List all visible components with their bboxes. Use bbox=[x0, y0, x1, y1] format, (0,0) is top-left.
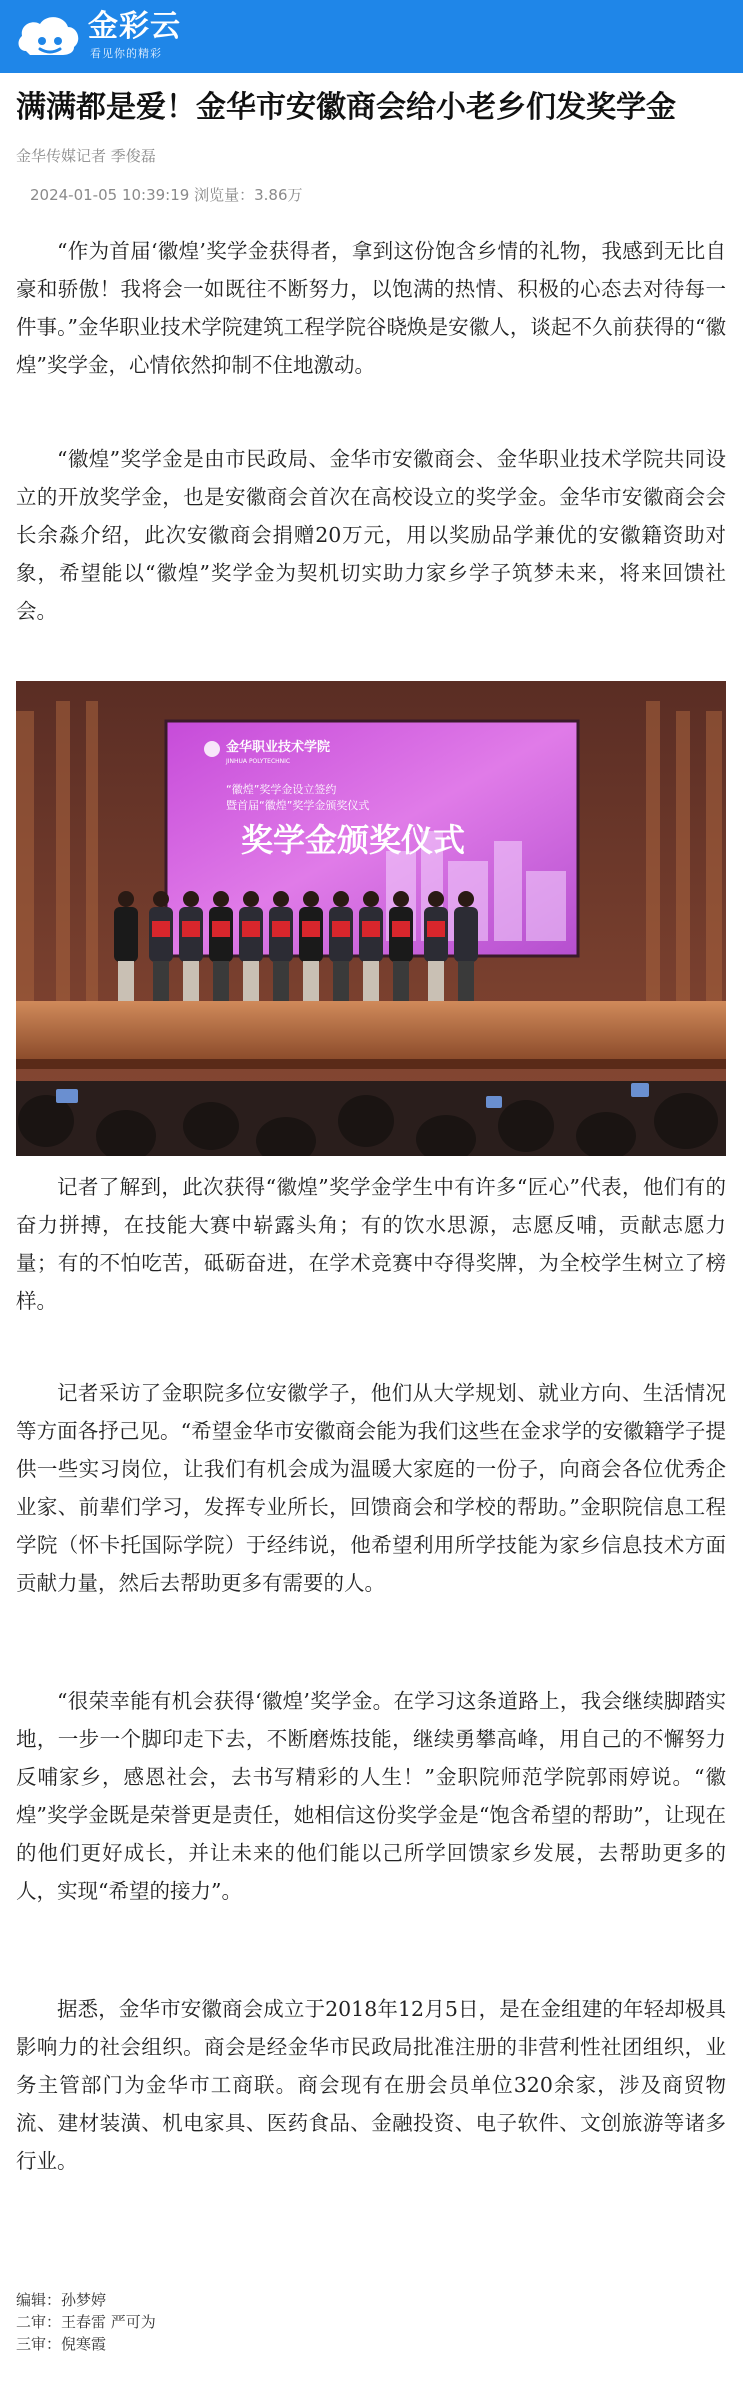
brand-slogan: 看见你的精彩 bbox=[90, 47, 162, 60]
app-header bbox=[0, 0, 743, 73]
screen-line-1: “徽煌”奖学金设立签约 bbox=[226, 783, 337, 796]
logo-icon bbox=[16, 11, 80, 63]
screen-logo-text: 金华职业技术学院 bbox=[226, 740, 331, 755]
brand-name: 金彩云 bbox=[88, 9, 181, 44]
editor-credit: 编辑：孙梦婷 bbox=[16, 2291, 107, 2309]
article-paragraph: “作为首届‘徽煌’奖学金获得者，拿到这份饱含乡情的礼物，我感到无比自豪和骄傲！我将会一如既往不断努力，以饱满的热情、积极的心态去对待每一件事。”金华职业技术学院建筑工程学院谷晓焕是安徽人，谈起不久前获得的“徽煌”奖学金，心情依然抑制不住地激动。 bbox=[16, 239, 726, 377]
article-author: 金华传媒记者 季俊磊 bbox=[16, 147, 156, 165]
article-paragraph: 记者了解到，此次获得“徽煌”奖学金学生中有许多“匠心”代表，他们有的奋力拼搏，在技能大赛中崭露头角；有的饮水思源，志愿反哺，贡献志愿力量；有的不怕吃苦，砥砺奋进，在学术竞赛中夺得奖牌，为全校学生树立了榜样。 bbox=[16, 1175, 726, 1313]
screen-line-2: 暨首届“徽煌”奖学金颁奖仪式 bbox=[226, 799, 370, 812]
second-review-credit: 二审：王春雷 严可为 bbox=[16, 2313, 156, 2331]
article-photo[interactable] bbox=[16, 681, 726, 1156]
article-title: 满满都是爱！金华市安徽商会给小老乡们发奖学金 bbox=[16, 90, 676, 125]
third-review-credit: 三审：倪寒霞 bbox=[16, 2335, 107, 2353]
ceremony-photo-image bbox=[16, 681, 726, 1156]
article-paragraph: 据悉，金华市安徽商会成立于2018年12月5日，是在金组建的年轻却极具影响力的社会组织。商会是经金华市民政局批准注册的非营利性社团组织，业务主管部门为金华市工商联。商会现有在册会员单位320余家，涉及商贸物流、建材装潢、机电家具、医药食品、金融投资、电子软件、文创旅游等诸多行业。 bbox=[16, 1997, 726, 2173]
screen-logo-subtext: JINHUA POLYTECHNIC bbox=[226, 758, 291, 765]
article-paragraph: “徽煌”奖学金是由市民政局、金华市安徽商会、金华职业技术学院共同设立的开放奖学金，也是安徽商会首次在高校设立的奖学金。金华市安徽商会会长余淼介绍，此次安徽商会捐赠20万元，用以奖励品学兼优的安徽籍资助对象，希望能以“徽煌”奖学金为契机切实助力家乡学子筑梦未来，将来回馈社会。 bbox=[16, 447, 726, 623]
article-paragraph: “很荣幸能有机会获得‘徽煌’奖学金。在学习这条道路上，我会继续脚踏实地，一步一个脚印走下去，不断磨炼技能，继续勇攀高峰，用自己的不懈努力反哺家乡，感恩社会，去书写精彩的人生！”金职院师范学院郭雨婷说。“徽煌”奖学金既是荣誉更是责任，她相信这份奖学金是“饱含希望的帮助”，让现在的他们更好成长，并让未来的他们能以己所学回馈家乡发展，去帮助更多的人，实现“希望的接力”。 bbox=[16, 1689, 726, 1903]
views-count: 浏览量：3.86万 bbox=[194, 186, 303, 204]
article-meta bbox=[30, 185, 303, 205]
publish-time: 2024-01-05 10:39:19 bbox=[30, 186, 190, 204]
screen-headline: 奖学金颁奖仪式 bbox=[241, 821, 466, 859]
article-paragraph: 记者采访了金职院多位安徽学子，他们从大学规划、就业方向、生活情况等方面各抒己见。“希望金华市安徽商会能为我们这些在金求学的安徽籍学子提供一些实习岗位，让我们有机会成为温暖大家庭的一份子，向商会各位优秀企业家、前辈们学习，发挥专业所长，回馈商会和学校的帮助。”金职院信息工程学院（怀卡托国际学院）于经纬说，他希望利用所学技能为家乡信息技术方面贡献力量，然后去帮助更多有需要的人。 bbox=[16, 1381, 726, 1595]
